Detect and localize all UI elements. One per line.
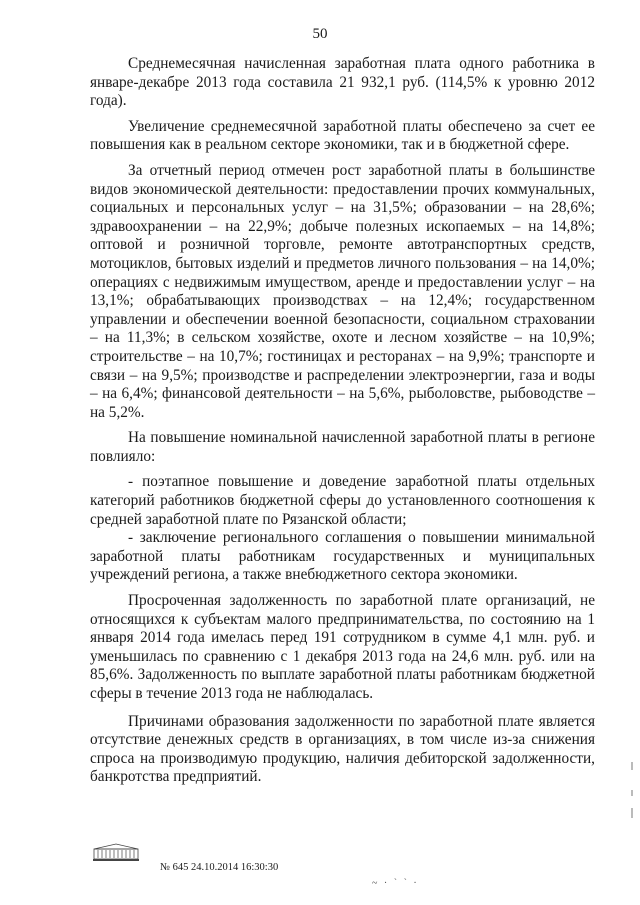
list-item-regional-agreement: - заключение регионального соглашения о повышении минимальной заработной платы работникам государственных и муниципальных учреждений региона, а также внебюджетного сектора экономики. [90, 529, 595, 584]
paragraph-overdue-debt: Просроченная задолженность по заработной плате организаций, не относящихся к субъектам малого предпринимательства, по состоянию на 1 января 2014 года имелась перед 191 сотрудником в сумме 4,1 млн. руб. и уменьшилась по сравнению с 1 декабря 2013 года на 24,6 млн. руб. или на 85,6%. Задолженность по выплате заработной платы работникам бюджетной сферы в течение 2013 года не наблюдалась. [90, 592, 595, 702]
paragraph-average-salary: Среднемесячная начисленная заработная плата одного работника в январе-декабре 2013 года составила 21 932,1 руб. (114,5% к уровню 2012 года). [90, 55, 595, 110]
document-body [90, 55, 595, 787]
list-item-budget-sector: - поэтапное повышение и доведение заработной платы отдельных категорий работников бюджетной сферы до установленного соотношения к средней заработной плате по Рязанской области; [90, 473, 595, 528]
scan-artifact: ~ · ` ` · [372, 878, 419, 889]
scan-edge-marks [628, 760, 636, 820]
paragraph-growth-by-sector: За отчетный период отмечен рост заработной платы в большинстве видов экономической деятельности: предоставлении прочих коммунальных, социальных и персональных услуг – на 31,5%; образовании – на 28,6%; здравоохранении – на 22,9%; добыче полезных ископаемых – на 14,8%; оптовой и розничной торговле, ремонте автотранспортных средств, мотоциклов, бытовых изделий и предметов личного пользования – на 14,0%; операциях с недвижимым имуществом, аренде и предоставлении услуг – на 13,1%; обрабатывающих производствах – на 12,4%; государственном управлении и обеспечении военной безопасности, социальном страховании – на 11,3%; в сельском хозяйстве, охоте и лесном хозяйстве – на 10,9%; строительстве – на 10,7%; гостиницах и ресторанах – на 9,9%; транспорте и связи – на 9,5%; производстве и распределении электроэнергии, газа и воды – на 6,4%; финансовой деятельности – на 5,6%, рыболовстве, рыбоводстве – на 5,2%. [90, 161, 595, 421]
page-number: 50 [312, 26, 328, 42]
paragraph-factors-intro: На повышение номинальной начисленной заработной платы в регионе повлияло: [90, 429, 595, 465]
building-logo-icon [93, 843, 139, 863]
paragraph-debt-reasons: Причинами образования задолженности по заработной плате является отсутствие денежных средств в организациях, в том числе из-за снижения спроса на производимую продукцию, наличия дебиторской задолженности, банкротства предприятий. [90, 712, 595, 786]
paragraph-salary-increase: Увеличение среднемесячной заработной платы обеспечено за счет ее повышения как в реальном секторе экономики, так и в бюджетной сфере. [90, 117, 595, 154]
document-stamp: № 645 24.10.2014 16:30:30 [160, 862, 279, 873]
